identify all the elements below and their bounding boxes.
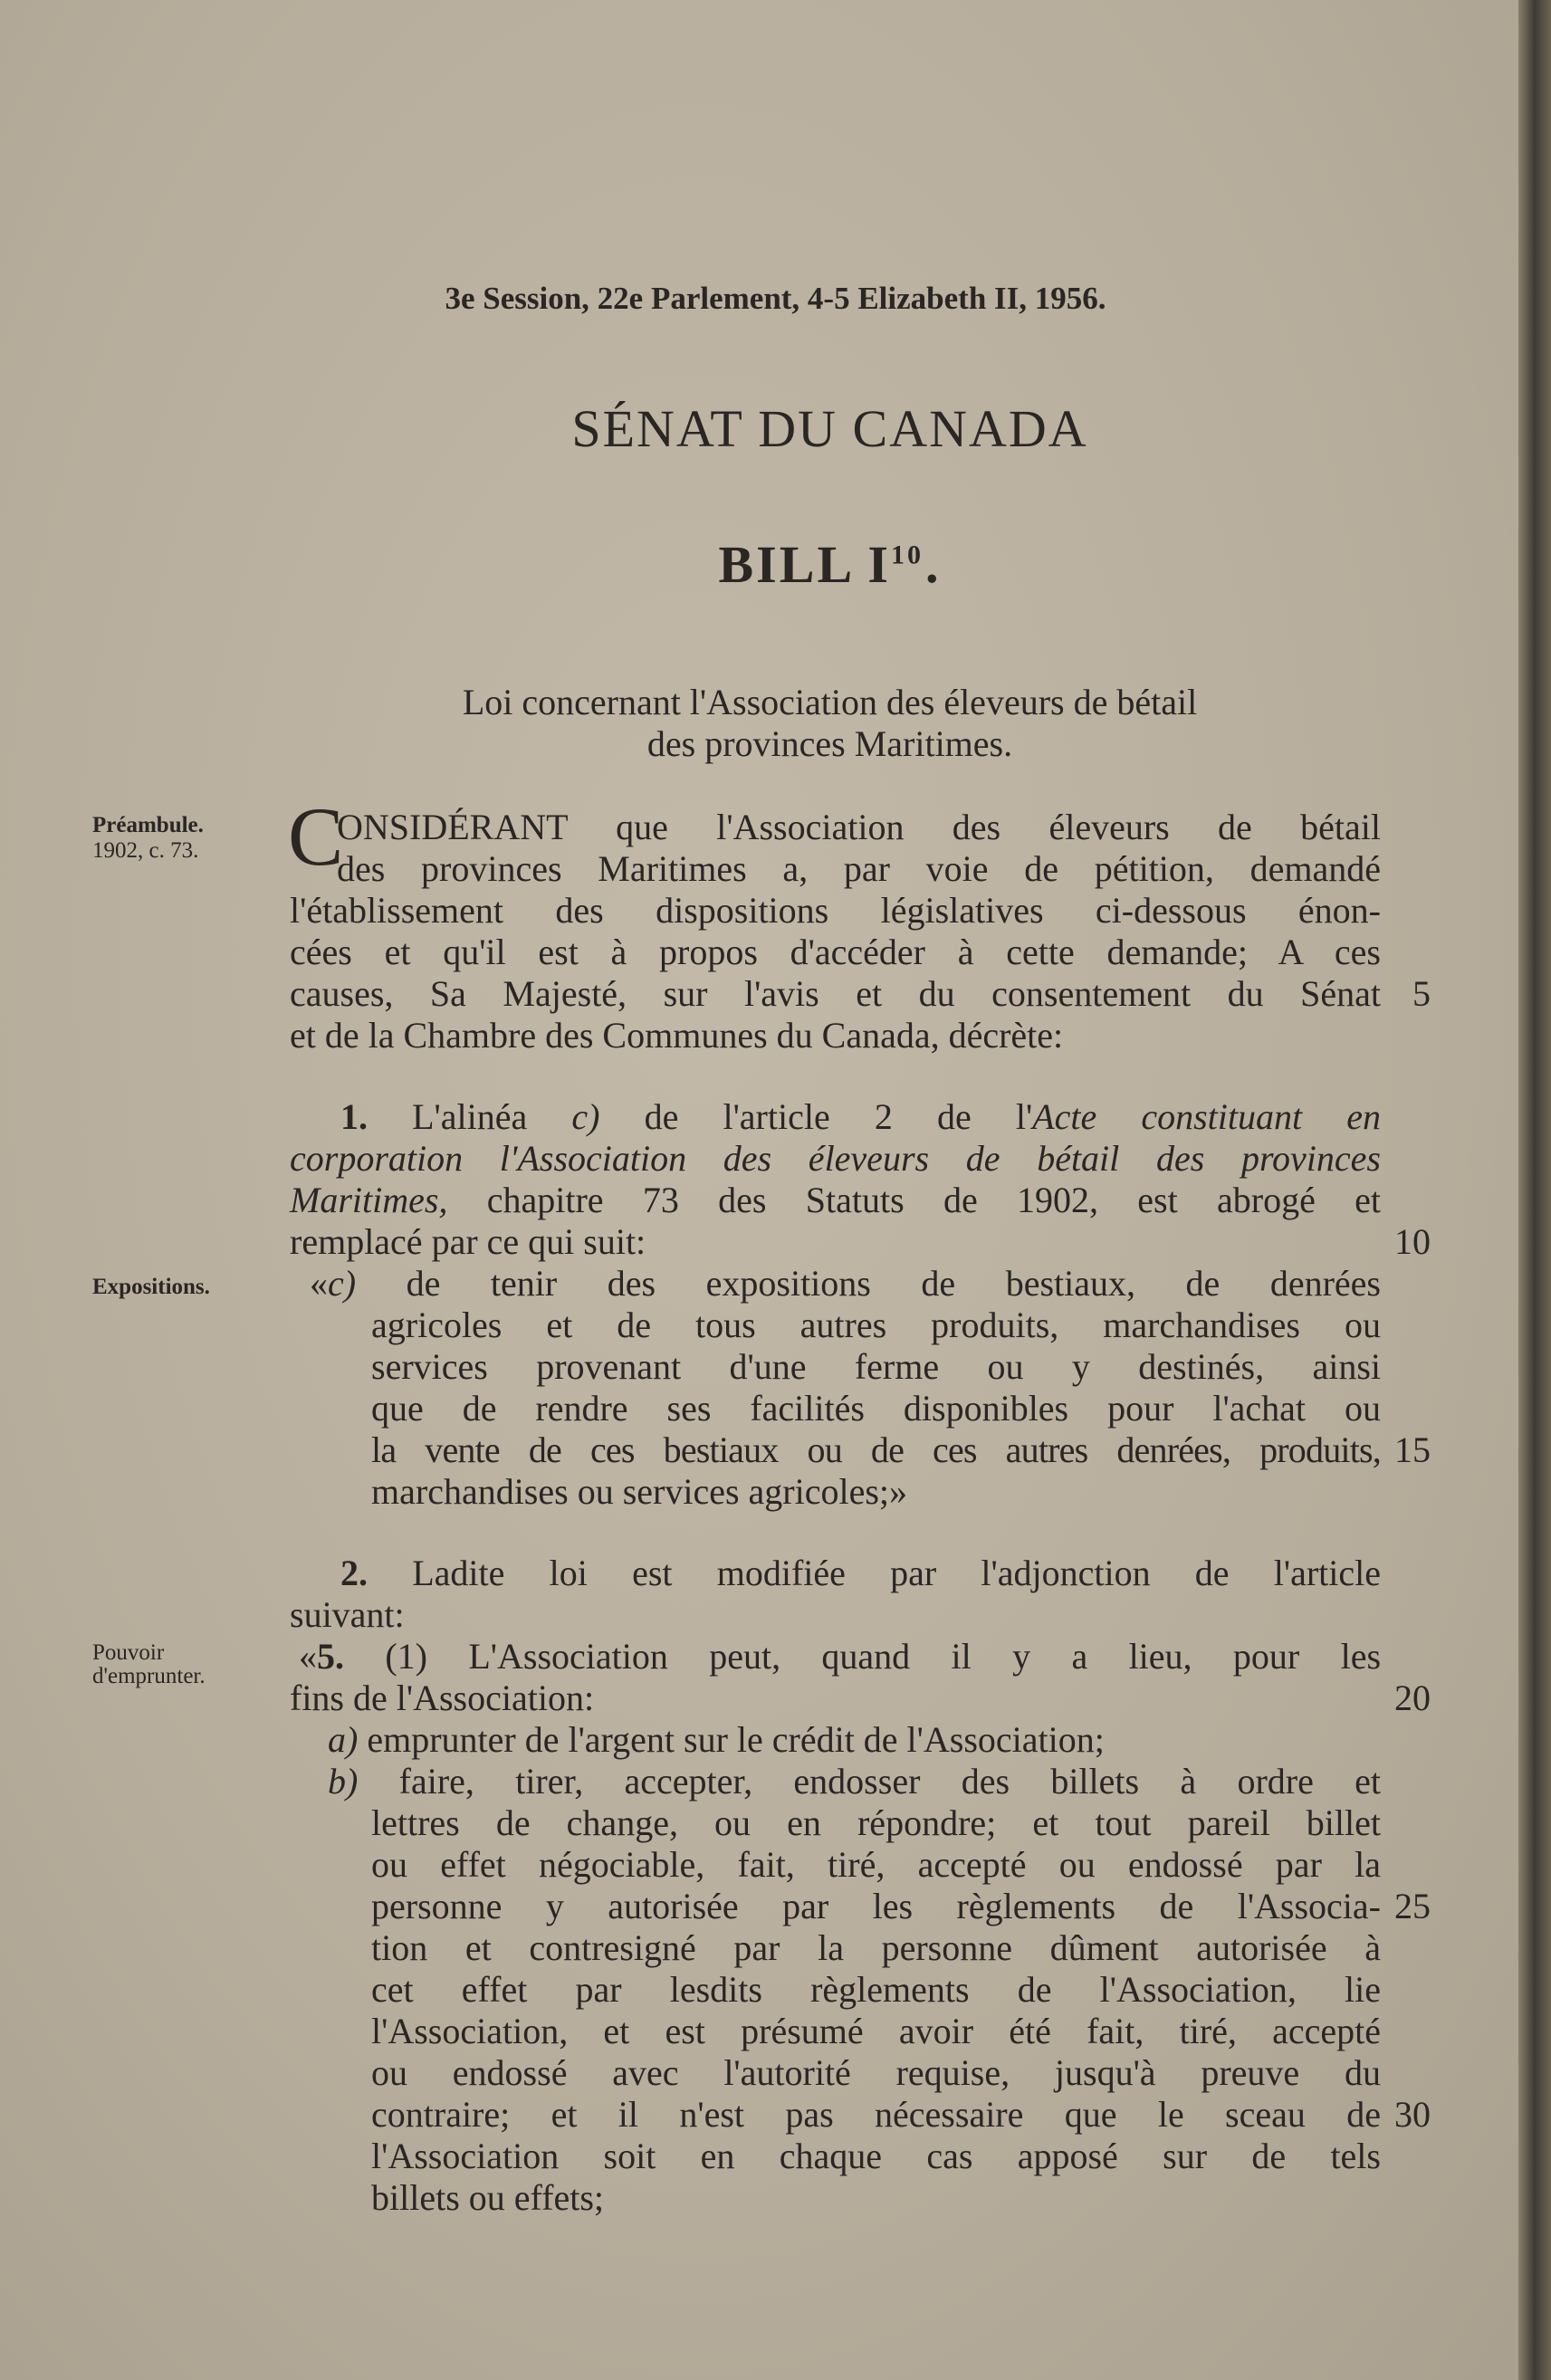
section1-line-4: remplacé par ce qui suit: <box>290 1221 646 1262</box>
section2-line-1: 2. Ladite loi est modifiée par l'adjonction de l'article <box>340 1553 1382 1593</box>
line-number-10: 10 <box>1394 1221 1431 1262</box>
preamble-line-5: causes, Sa Majesté, sur l'avis et du consentement du Sénat <box>290 973 1381 1014</box>
section2-number: 2. <box>340 1553 368 1593</box>
line-number-15: 15 <box>1394 1429 1431 1470</box>
section1-para-c-line-2: agricoles et de tous autres produits, marchandises ou <box>371 1305 1381 1345</box>
section5-para-b-line-7: l'Association, et est présumé avoir été fait, tiré, accepté <box>371 2011 1381 2051</box>
section1-number: 1. <box>340 1096 368 1137</box>
section1-para-c-line-3: services provenant d'une ferme ou y destinés, ainsi <box>371 1346 1381 1387</box>
line-number-5: 5 <box>1412 973 1431 1014</box>
margin-note-borrow-1: Pouvoir <box>92 1640 165 1665</box>
section5-para-b-line-2: lettres de change, ou en répondre; et tout pareil billet <box>371 1802 1381 1843</box>
section5-para-b-line-5: tion et contresigné par la personne dûment autorisée à <box>371 1927 1381 1968</box>
bill-number <box>0 534 1551 595</box>
book-spine <box>1518 0 1551 2380</box>
preamble-line-2: des provinces Maritimes a, par voie de pétition, demandé <box>337 848 1381 889</box>
preamble-line-1: ONSIDÉRANT que l'Association des éleveurs de bétail <box>337 807 1381 847</box>
margin-note-borrow-2: d'emprunter. <box>92 1664 206 1688</box>
margin-note-preamble-ref: 1902, c. 73. <box>92 838 199 863</box>
section5-para-b-line-8: ou endossé avec l'autorité requise, jusqu'à preuve du <box>371 2052 1381 2093</box>
line-number-20: 20 <box>1394 1677 1431 1718</box>
section1-para-c-line-4: que de rendre ses facilités disponibles pour l'achat ou <box>371 1388 1381 1429</box>
section2-line-2: suivant: <box>290 1594 405 1635</box>
preamble-line-3: l'établissement des dispositions législatives ci-dessous énon- <box>290 890 1381 931</box>
section5-para-b-line-11: billets ou effets; <box>371 2177 604 2218</box>
section5-para-b-line-3: ou effet négociable, fait, tiré, accepté ou endossé par la <box>371 1844 1381 1885</box>
session-header: 3e Session, 22e Parlement, 4-5 Elizabeth II, 1956. <box>445 281 1106 316</box>
section5-para-b-line-1: b) faire, tirer, accepter, endosser des billets à ordre et <box>328 1761 1382 1802</box>
chamber-title: SÉNAT DU CANADA <box>571 399 1088 458</box>
section1-para-c-line-5: la vente de ces bestiaux ou de ces autres denrées, produits, <box>371 1429 1381 1470</box>
section5-line-2: fins de l'Association: <box>290 1677 595 1718</box>
section5-para-b-line-4: personne y autorisée par les règlements de l'Associa- <box>371 1886 1381 1926</box>
section5-line-1: «5. (1) L'Association peut, quand il y a lieu, pour les <box>299 1636 1382 1677</box>
bill-title-line-1: Loi concernant l'Association des éleveurs de bétail <box>462 682 1198 722</box>
section1-line-3: Maritimes, chapitre 73 des Statuts de 1902, est abrogé et <box>290 1180 1381 1220</box>
bill-sup: 10 <box>891 540 924 570</box>
bill-title-line-2: des provinces Maritimes. <box>646 723 1013 764</box>
margin-note-preamble: Préambule. <box>92 813 204 837</box>
section5-para-b-line-6: cet effet par lesdits règlements de l'Association, lie <box>371 1969 1381 2010</box>
drop-cap: C <box>288 790 344 883</box>
line-number-30: 30 <box>1394 2094 1431 2135</box>
section1-line-2: corporation l'Association des éleveurs de bétail des provinces <box>290 1138 1381 1179</box>
margin-note-expositions: Expositions. <box>92 1275 210 1299</box>
bill-prefix: BILL I <box>718 535 891 594</box>
section1-para-c-line-6: marchandises ou services agricoles;» <box>371 1471 908 1512</box>
section5-para-b-line-9: contraire; et il n'est pas nécessaire que le sceau de <box>371 2094 1381 2135</box>
section5-para-b-line-10: l'Association soit en chaque cas apposé sur de tels <box>371 2136 1381 2176</box>
bill-suffix: . <box>925 535 942 594</box>
preamble-line-4: cées et qu'il est à propos d'accéder à cette demande; A ces <box>290 932 1381 972</box>
section5-para-a: a) emprunter de l'argent sur le crédit de l'Association; <box>328 1719 1105 1760</box>
line-number-25: 25 <box>1394 1886 1431 1926</box>
section1-para-c-line-1: «c) de tenir des expositions de bestiaux, de denrées <box>310 1263 1381 1304</box>
preamble-line-6: et de la Chambre des Communes du Canada, décrète: <box>290 1015 1064 1056</box>
section1-line-1: 1. L'alinéa c) de l'article 2 de l'Acte constituant en <box>340 1096 1382 1137</box>
